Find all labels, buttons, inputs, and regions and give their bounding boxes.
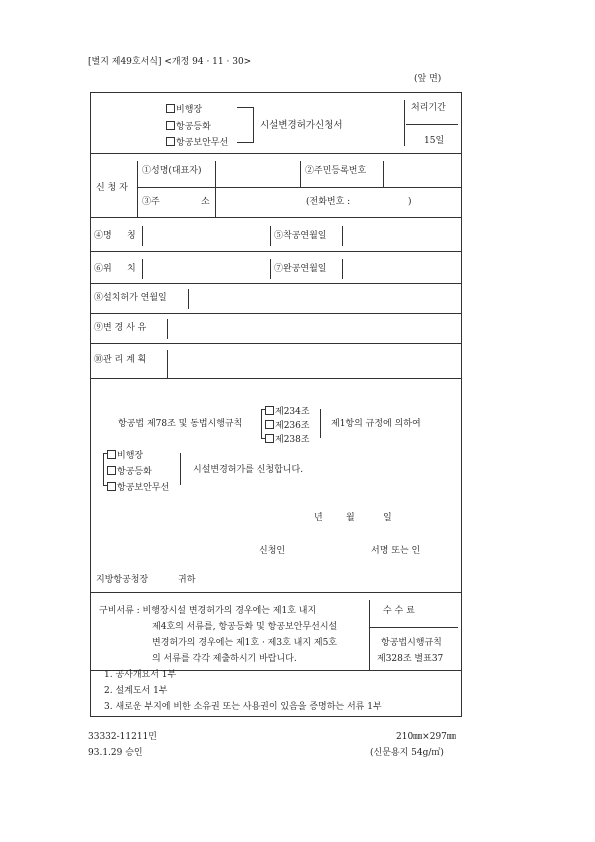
row-divider <box>90 378 462 379</box>
completion-date-field[interactable] <box>346 263 456 275</box>
row-divider <box>90 251 462 252</box>
column-divider <box>342 226 343 246</box>
request-option-radio[interactable]: 항공보안무선 <box>107 482 169 493</box>
law-prefix: 항공법 제78조 및 동법시행규칙 <box>118 419 243 429</box>
row-divider <box>90 153 462 154</box>
date-day-label: 일 <box>383 513 392 523</box>
permit-date-label: ⑧설치허가 연월일 <box>94 293 167 303</box>
form-reference: [별지 제49호서식] <개정 94 · 11 · 30> <box>88 57 252 67</box>
brace-vertical <box>103 453 104 485</box>
brace-vertical-right <box>320 409 321 438</box>
phone-close: ) <box>408 197 412 207</box>
row-divider <box>90 313 462 314</box>
signature-label: 서명 또는 인 <box>371 546 421 556</box>
addressee: 지방항공청장 <box>96 575 149 585</box>
date-month-label: 월 <box>346 513 355 523</box>
checkbox-icon <box>166 137 175 146</box>
facility-name-label-suffix: 칭 <box>127 231 136 241</box>
fee-regulation: 항공법시행규칙 <box>381 638 442 648</box>
column-divider <box>342 259 343 279</box>
processing-period-value: 15일 <box>424 136 445 146</box>
date-year-label: 년 <box>314 513 323 523</box>
fee-label: 수 수 료 <box>383 606 415 616</box>
page-side-label: (앞 면) <box>414 74 442 84</box>
law-suffix: 제1항의 규정에 의하여 <box>331 419 421 429</box>
column-divider <box>383 161 384 187</box>
location-label: ⑥위 <box>94 264 112 274</box>
form-title: 시설변경허가신청서 <box>260 120 343 131</box>
article-option-236[interactable]: 제236조 <box>265 420 310 431</box>
checkbox-icon <box>265 420 274 429</box>
title-option-lighting[interactable]: 항공등화 <box>166 121 211 132</box>
form-bottom-border <box>90 716 462 717</box>
management-plan-field[interactable] <box>171 353 451 365</box>
form-right-border <box>461 92 462 716</box>
name-label: ①성명(대표자) <box>142 166 202 176</box>
permit-date-field[interactable] <box>192 292 452 304</box>
row-divider <box>90 343 462 344</box>
paper-size: 210㎜×297㎜ <box>396 732 456 742</box>
start-date-label: ⑤착공연월일 <box>274 231 327 241</box>
fee-divider <box>369 600 370 670</box>
row-divider <box>90 283 462 284</box>
article-option-238[interactable]: 제238조 <box>265 434 310 445</box>
form-left-border <box>90 92 91 716</box>
processing-divider <box>404 100 405 146</box>
location-field[interactable] <box>146 263 266 275</box>
request-sentence: 시설변경허가를 신청합니다. <box>193 465 304 475</box>
change-reason-label: ⑨변 경 사 유 <box>94 323 147 333</box>
request-option-airfield[interactable]: 비행장 <box>107 450 143 461</box>
address-label-suffix: 소 <box>201 197 210 207</box>
label-divider <box>142 226 143 246</box>
form-code: 33332-11211민 <box>88 732 157 742</box>
row-divider <box>90 592 462 593</box>
checkbox-icon <box>166 121 175 130</box>
fee-divider-h <box>370 627 458 628</box>
resident-number-field[interactable] <box>387 165 457 177</box>
completion-date-label: ⑦완공연월일 <box>274 264 327 274</box>
row-divider <box>137 187 462 188</box>
docs-line: 변경허가의 경우에는 제1호 · 제3호 내지 제5호 <box>152 638 338 648</box>
brace-vertical <box>253 107 254 143</box>
start-date-field[interactable] <box>346 230 456 242</box>
brace-top <box>237 107 253 108</box>
location-label-suffix: 치 <box>127 264 136 274</box>
row-divider <box>90 217 462 218</box>
doc-item: 1. 공사개요서 1부 <box>104 670 177 680</box>
docs-line: 제4호의 서류를, 항공등화 및 항공보안무선시설 <box>152 622 338 632</box>
brace-vertical-right <box>180 453 181 485</box>
checkbox-icon <box>107 466 116 475</box>
column-divider <box>270 226 271 246</box>
article-option-234[interactable]: 제234조 <box>265 406 310 417</box>
docs-line: 의 서류를 각각 제출하시기 바랍니다. <box>152 654 297 664</box>
form-top-border <box>90 92 462 93</box>
checkbox-icon <box>107 450 116 459</box>
title-option-radio[interactable]: 항공보안무선 <box>166 137 228 148</box>
label-divider <box>167 350 168 378</box>
phone-label: (전화번호 : <box>306 197 351 207</box>
checkbox-icon <box>265 434 274 443</box>
docs-line: 구비서류 : 비행장시설 변경허가의 경우에는 제1호 내지 <box>99 606 317 616</box>
paper-spec: (신문용지 54g/㎡) <box>370 748 444 758</box>
label-divider <box>142 259 143 279</box>
name-field[interactable] <box>219 165 299 177</box>
brace-vertical <box>261 409 262 438</box>
applicant-signature-field[interactable] <box>290 544 365 556</box>
checkbox-icon <box>265 406 274 415</box>
label-divider <box>215 161 216 217</box>
column-divider <box>270 259 271 279</box>
checkbox-icon <box>166 104 175 113</box>
change-reason-field[interactable] <box>171 322 451 334</box>
applicant-group-label: 신 청 자 <box>96 183 128 193</box>
address-field[interactable] <box>219 195 304 207</box>
label-divider <box>167 319 168 339</box>
processing-period-label: 처리기간 <box>411 103 446 113</box>
checkbox-icon <box>107 482 116 491</box>
brace-bottom <box>237 142 253 143</box>
facility-name-field[interactable] <box>146 230 266 242</box>
title-option-airfield[interactable]: 비행장 <box>166 104 202 115</box>
doc-item: 2. 설계도서 1부 <box>104 686 168 696</box>
resident-number-label: ②주민등록번호 <box>305 166 367 176</box>
approval-date: 93.1.29 승인 <box>88 748 143 758</box>
doc-item: 3. 새로운 부지에 비한 소유권 또는 사용권이 있음을 증명하는 서류 1부 <box>104 702 382 712</box>
applicant-label: 신청인 <box>259 546 286 556</box>
processing-divider-h <box>406 124 458 125</box>
phone-field[interactable] <box>360 195 405 207</box>
request-option-lighting[interactable]: 항공등화 <box>107 466 152 477</box>
column-divider <box>300 161 301 187</box>
label-divider <box>188 289 189 309</box>
addressee-honorific: 귀하 <box>178 575 196 585</box>
fee-regulation-table: 제328조 별표37 <box>377 654 444 664</box>
applicant-divider <box>137 161 138 217</box>
address-label: ③주 <box>142 197 160 207</box>
management-plan-label: ⑩관 리 계 획 <box>94 355 147 365</box>
facility-name-label: ④명 <box>94 231 112 241</box>
